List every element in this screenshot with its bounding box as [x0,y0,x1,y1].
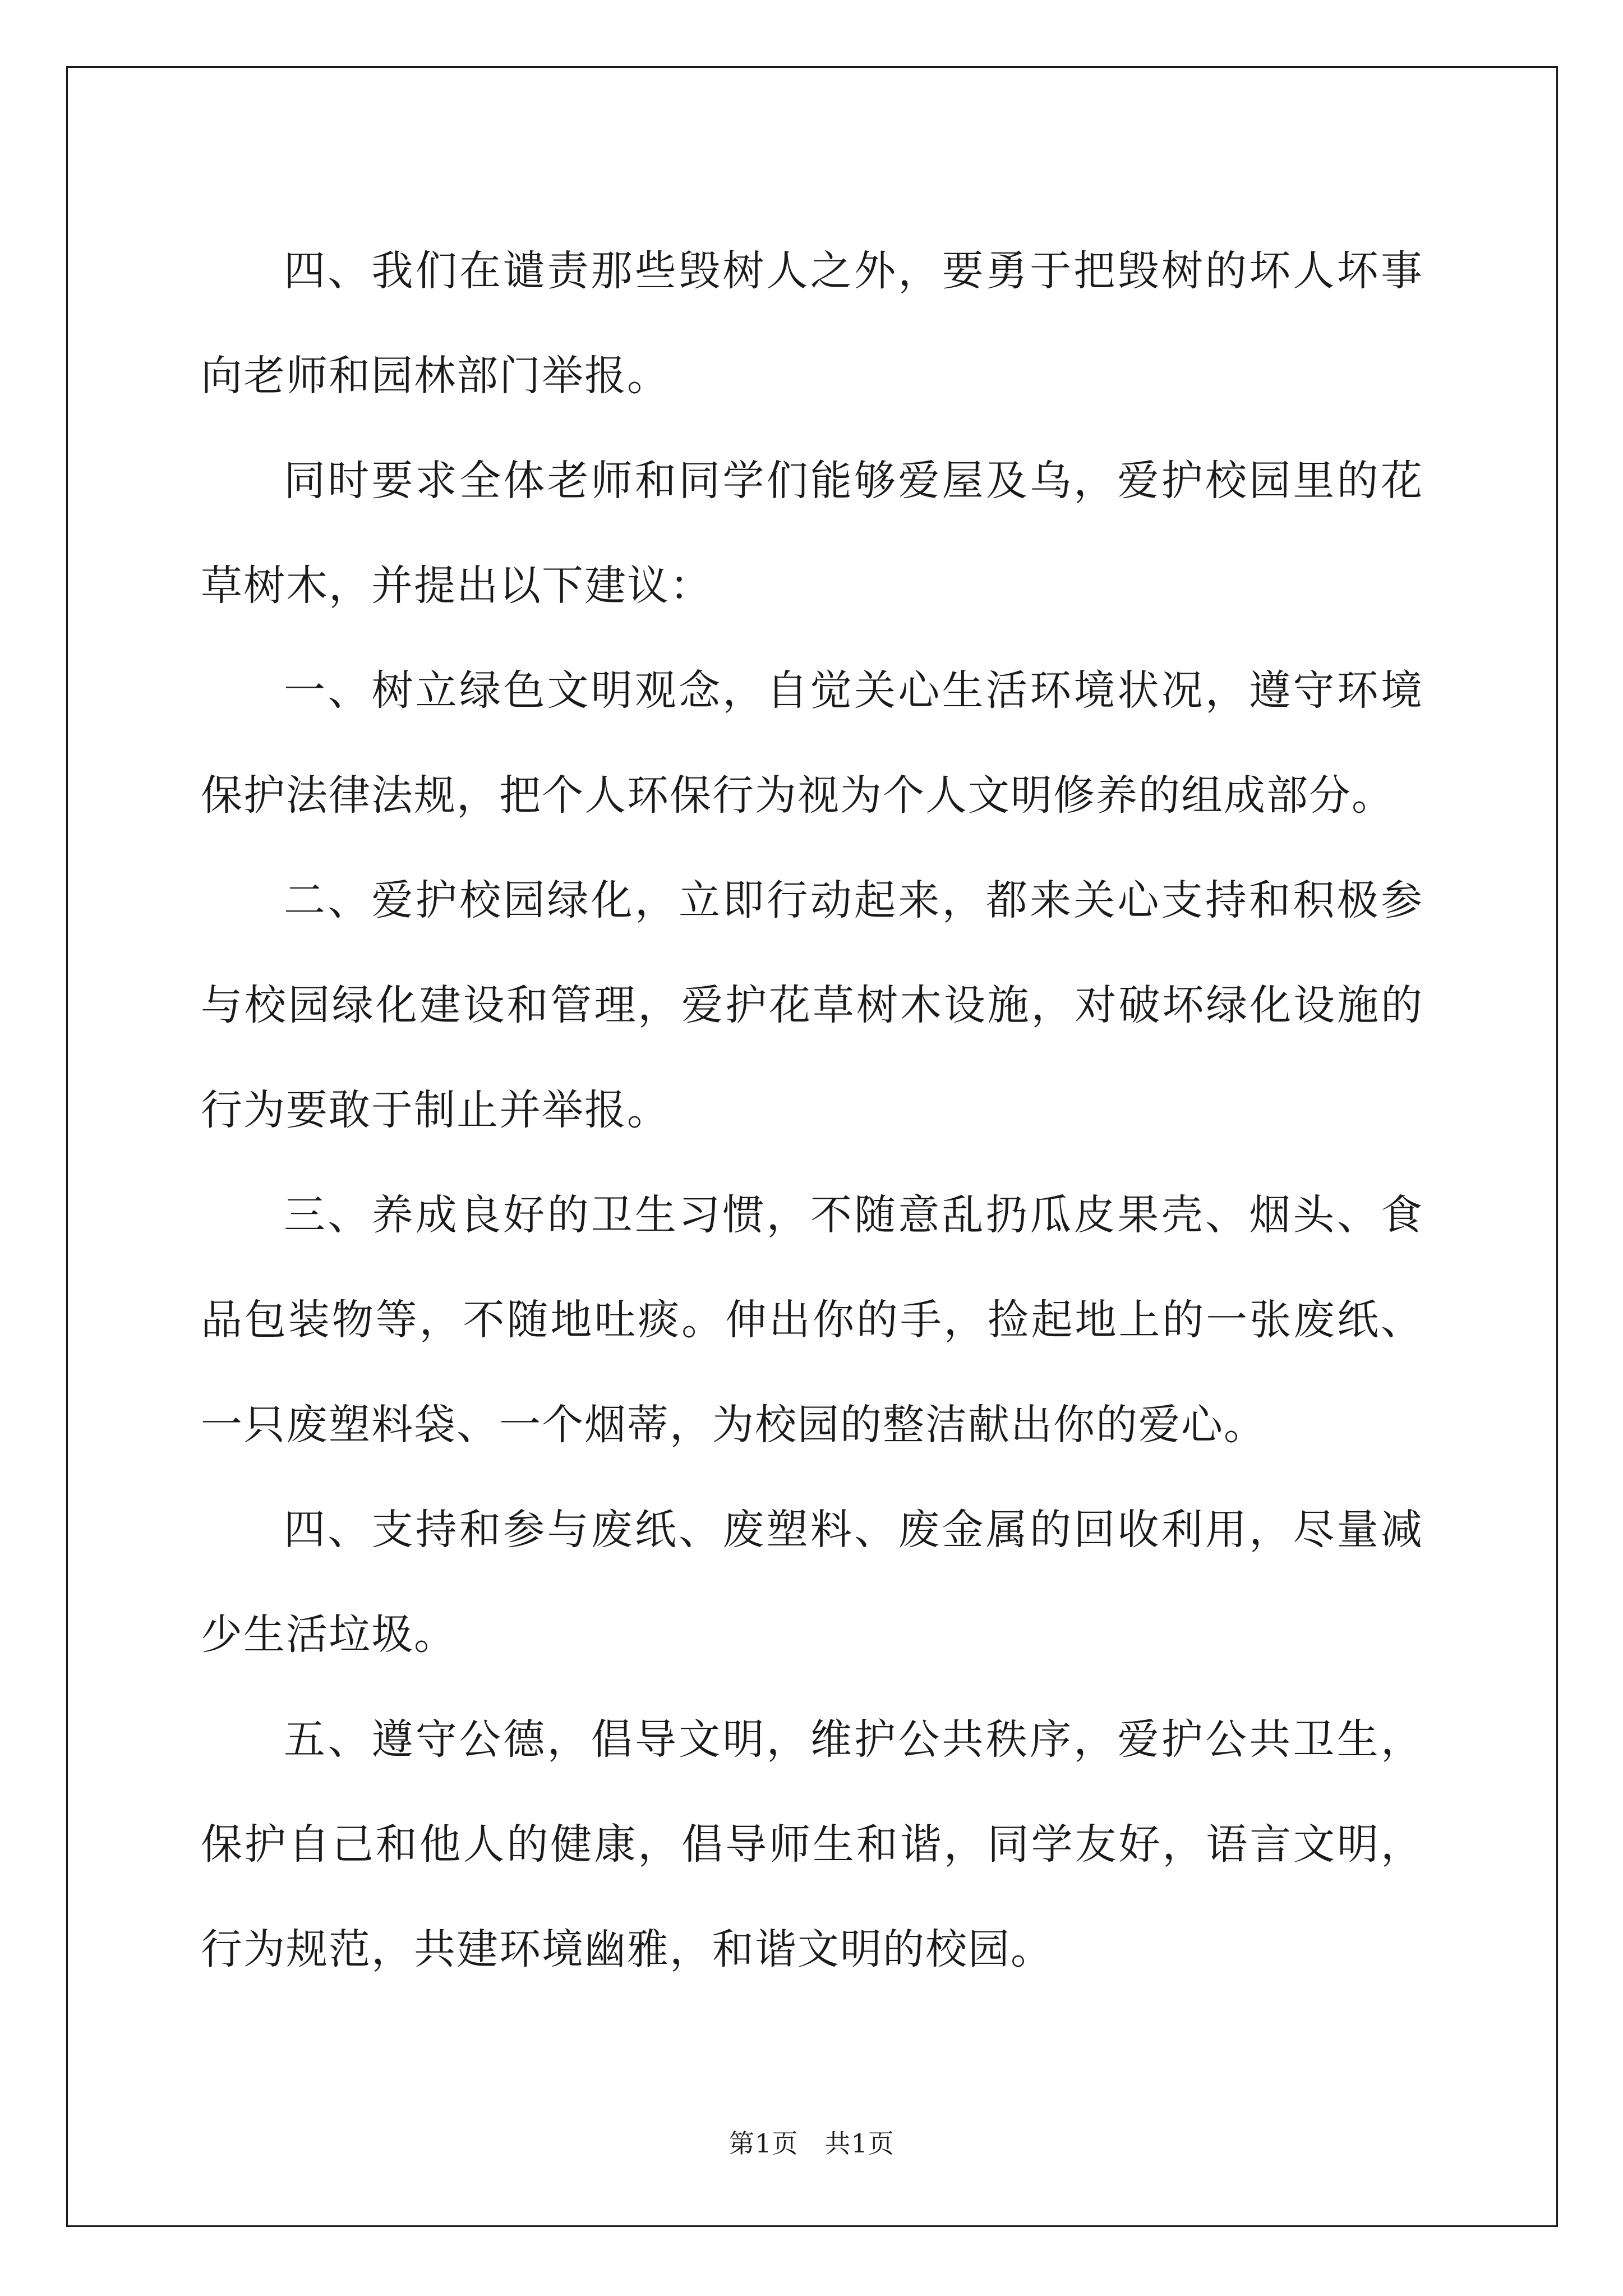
paragraph-suggestion-4: 四、支持和参与废纸、废塑料、废金属的回收利用，尽量减少生活垃圾。 [201,1506,1423,1659]
paragraph-suggestion-3: 三、养成良好的卫生习惯，不随意乱扔瓜皮果壳、烟头、食品包装物等，不随地吐痰。伸出你的手，捡起地上的一张废纸、一只废塑料袋、一个烟蒂，为校园的整洁献出你的爱心。 [201,1191,1423,1449]
page-footer [0,2123,1623,2160]
paragraph-intro: 同时要求全体老师和同学们能够爱屋及乌，爱护校园里的花草树木，并提出以下建议： [201,457,1423,610]
document-body [201,219,1423,2002]
paragraph-suggestion-2: 二、爱护校园绿化，立即行动起来，都来关心支持和积极参与校园绿化建设和管理，爱护花草树木设施，对破坏绿化设施的行为要敢于制止并举报。 [201,876,1423,1134]
page-number: 第1页 [728,2128,799,2159]
paragraph-suggestion-5: 五、遵守公德，倡导文明，维护公共秩序，爱护公共卫生，保护自己和他人的健康，倡导师生和谐，同学友好，语言文明，行为规范，共建环境幽雅，和谐文明的校园。 [201,1715,1423,1973]
paragraph-suggestion-1: 一、树立绿色文明观念，自觉关心生活环境状况，遵守环境保护法律法规，把个人环保行为视为个人文明修养的组成部分。 [201,666,1423,820]
paragraph-report: 四、我们在谴责那些毁树人之外，要勇于把毁树的坏人坏事向老师和园林部门举报。 [201,247,1423,400]
page-total: 共1页 [824,2128,895,2159]
